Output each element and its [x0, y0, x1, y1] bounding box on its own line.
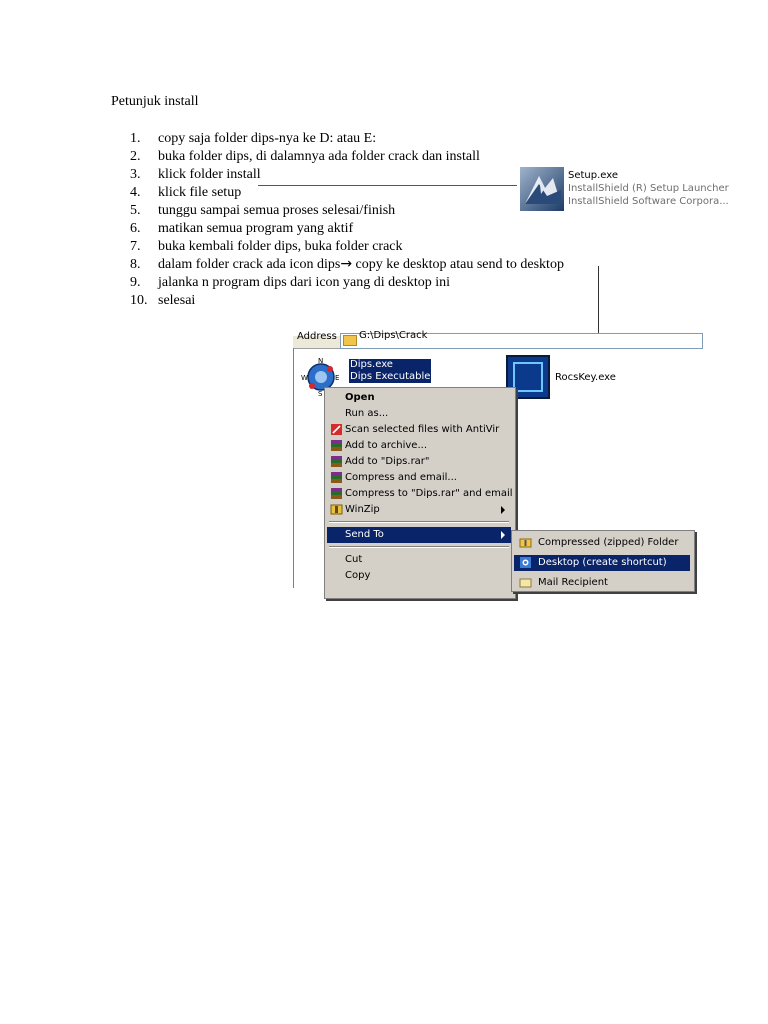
menu-item-run-as[interactable] [327, 406, 511, 422]
divider [293, 348, 294, 588]
list-item [130, 130, 564, 148]
svg-text:W: W [301, 374, 308, 382]
connector-line-setup [258, 185, 520, 186]
menu-item-compressed-folder[interactable] [514, 535, 690, 551]
menu-item-label: Desktop (create shortcut) [538, 557, 667, 568]
folder-icon [343, 335, 357, 346]
desktop-icon [520, 557, 531, 568]
step-text: matikan semua program yang aktif [158, 221, 354, 236]
menu-item-label: Run as... [345, 408, 389, 419]
step-text: selesai [158, 293, 196, 308]
setup-filename: Setup.exe [568, 170, 619, 181]
zip-folder-icon [520, 537, 531, 548]
address-label: Address [297, 331, 337, 342]
winrar-icon [331, 488, 342, 499]
menu-separator [329, 521, 509, 523]
svg-text:N: N [318, 357, 324, 365]
menu-item-label: Open [345, 392, 375, 403]
menu-item-label: Send To [345, 529, 384, 540]
menu-item-label: Compress and email... [345, 472, 457, 483]
step-number: 3. [130, 167, 141, 182]
step-text: tunggu sampai semua proses selesai/finish [158, 203, 396, 218]
step-number: 1. [130, 131, 141, 146]
context-menu [324, 387, 516, 599]
winzip-icon [331, 504, 342, 515]
menu-item-add-to-archive[interactable] [327, 438, 511, 454]
menu-item-label: Add to "Dips.rar" [345, 456, 430, 467]
installshield-icon [519, 166, 565, 212]
step-text: copy ke desktop atau send to desktop [352, 257, 564, 272]
list-item [130, 274, 564, 292]
menu-item-label: Cut [345, 554, 363, 565]
menu-item-label: Copy [345, 570, 371, 581]
menu-item-desktop-shortcut[interactable] [514, 555, 690, 571]
menu-item-mail-recipient[interactable] [514, 575, 690, 591]
step-text: klick file setup [158, 185, 242, 200]
menu-item-open[interactable] [327, 390, 511, 406]
svg-text:S: S [318, 390, 323, 398]
menu-separator [329, 546, 509, 548]
step-text: dalam folder crack ada icon dips [158, 257, 341, 272]
winrar-icon [331, 456, 342, 467]
step-text: klick folder install [158, 167, 261, 182]
list-item [130, 238, 564, 256]
list-item [130, 220, 564, 238]
address-path: G:\Dips\Crack [359, 330, 428, 341]
list-item [130, 184, 564, 202]
submenu-arrow-icon [501, 506, 505, 514]
menu-item-label: Add to archive... [345, 440, 427, 451]
list-item [130, 292, 564, 310]
list-item [130, 256, 564, 274]
submenu-arrow-icon [501, 531, 505, 539]
step-number: 9. [130, 275, 141, 290]
list-item [130, 202, 564, 220]
menu-item-add-to-dips-rar[interactable] [327, 454, 511, 470]
winrar-icon [331, 472, 342, 483]
winrar-icon [331, 440, 342, 451]
file-type: Dips Executable [350, 371, 431, 382]
menu-item-scan-antivir[interactable] [327, 422, 511, 438]
step-number: 6. [130, 221, 141, 236]
list-item [130, 148, 564, 166]
address-bar [293, 330, 701, 349]
explorer-screenshot [293, 330, 701, 588]
file-label-dips[interactable] [349, 359, 431, 383]
menu-item-copy[interactable] [327, 568, 511, 584]
menu-item-label: WinZip [345, 504, 380, 515]
mail-icon [520, 577, 531, 588]
file-name: Dips.exe [350, 359, 393, 370]
document-title: Petunjuk install [111, 94, 199, 109]
setup-description: InstallShield (R) Setup Launcher [568, 183, 729, 194]
menu-item-label: Compressed (zipped) Folder [538, 537, 679, 548]
menu-item-cut[interactable] [327, 552, 511, 568]
menu-item-send-to[interactable] [327, 527, 511, 543]
send-to-submenu [511, 530, 695, 592]
setup-company: InstallShield Software Corpora... [568, 196, 729, 207]
step-text: buka folder dips, di dalamnya ada folder crack dan install [158, 149, 480, 164]
menu-item-compress-to-dips-rar-email[interactable] [327, 486, 511, 502]
svg-text:E: E [335, 374, 340, 382]
address-input[interactable] [340, 330, 703, 349]
step-text: jalanka n program dips dari icon yang di desktop ini [158, 275, 450, 290]
menu-item-label: Mail Recipient [538, 577, 608, 588]
right-arrow-icon: → [340, 256, 353, 272]
step-number: 10. [130, 293, 148, 308]
setup-file-screenshot [517, 164, 733, 216]
antivir-icon [331, 424, 342, 435]
menu-item-compress-email[interactable] [327, 470, 511, 486]
step-text: buka kembali folder dips, buka folder crack [158, 239, 403, 254]
menu-item-winzip[interactable] [327, 502, 511, 518]
step-number: 5. [130, 203, 141, 218]
step-number: 8. [130, 257, 141, 272]
file-label-rocskey[interactable]: RocsKey.exe [555, 372, 616, 383]
step-text: copy saja folder dips-nya ke D: atau E: [158, 131, 377, 146]
step-number: 4. [130, 185, 141, 200]
menu-item-label: Scan selected files with AntiVir [345, 424, 500, 435]
menu-item-label: Compress to "Dips.rar" and email [345, 488, 513, 499]
step-number: 2. [130, 149, 141, 164]
step-number: 7. [130, 239, 141, 254]
list-item [130, 166, 564, 184]
install-steps-list [130, 130, 564, 310]
